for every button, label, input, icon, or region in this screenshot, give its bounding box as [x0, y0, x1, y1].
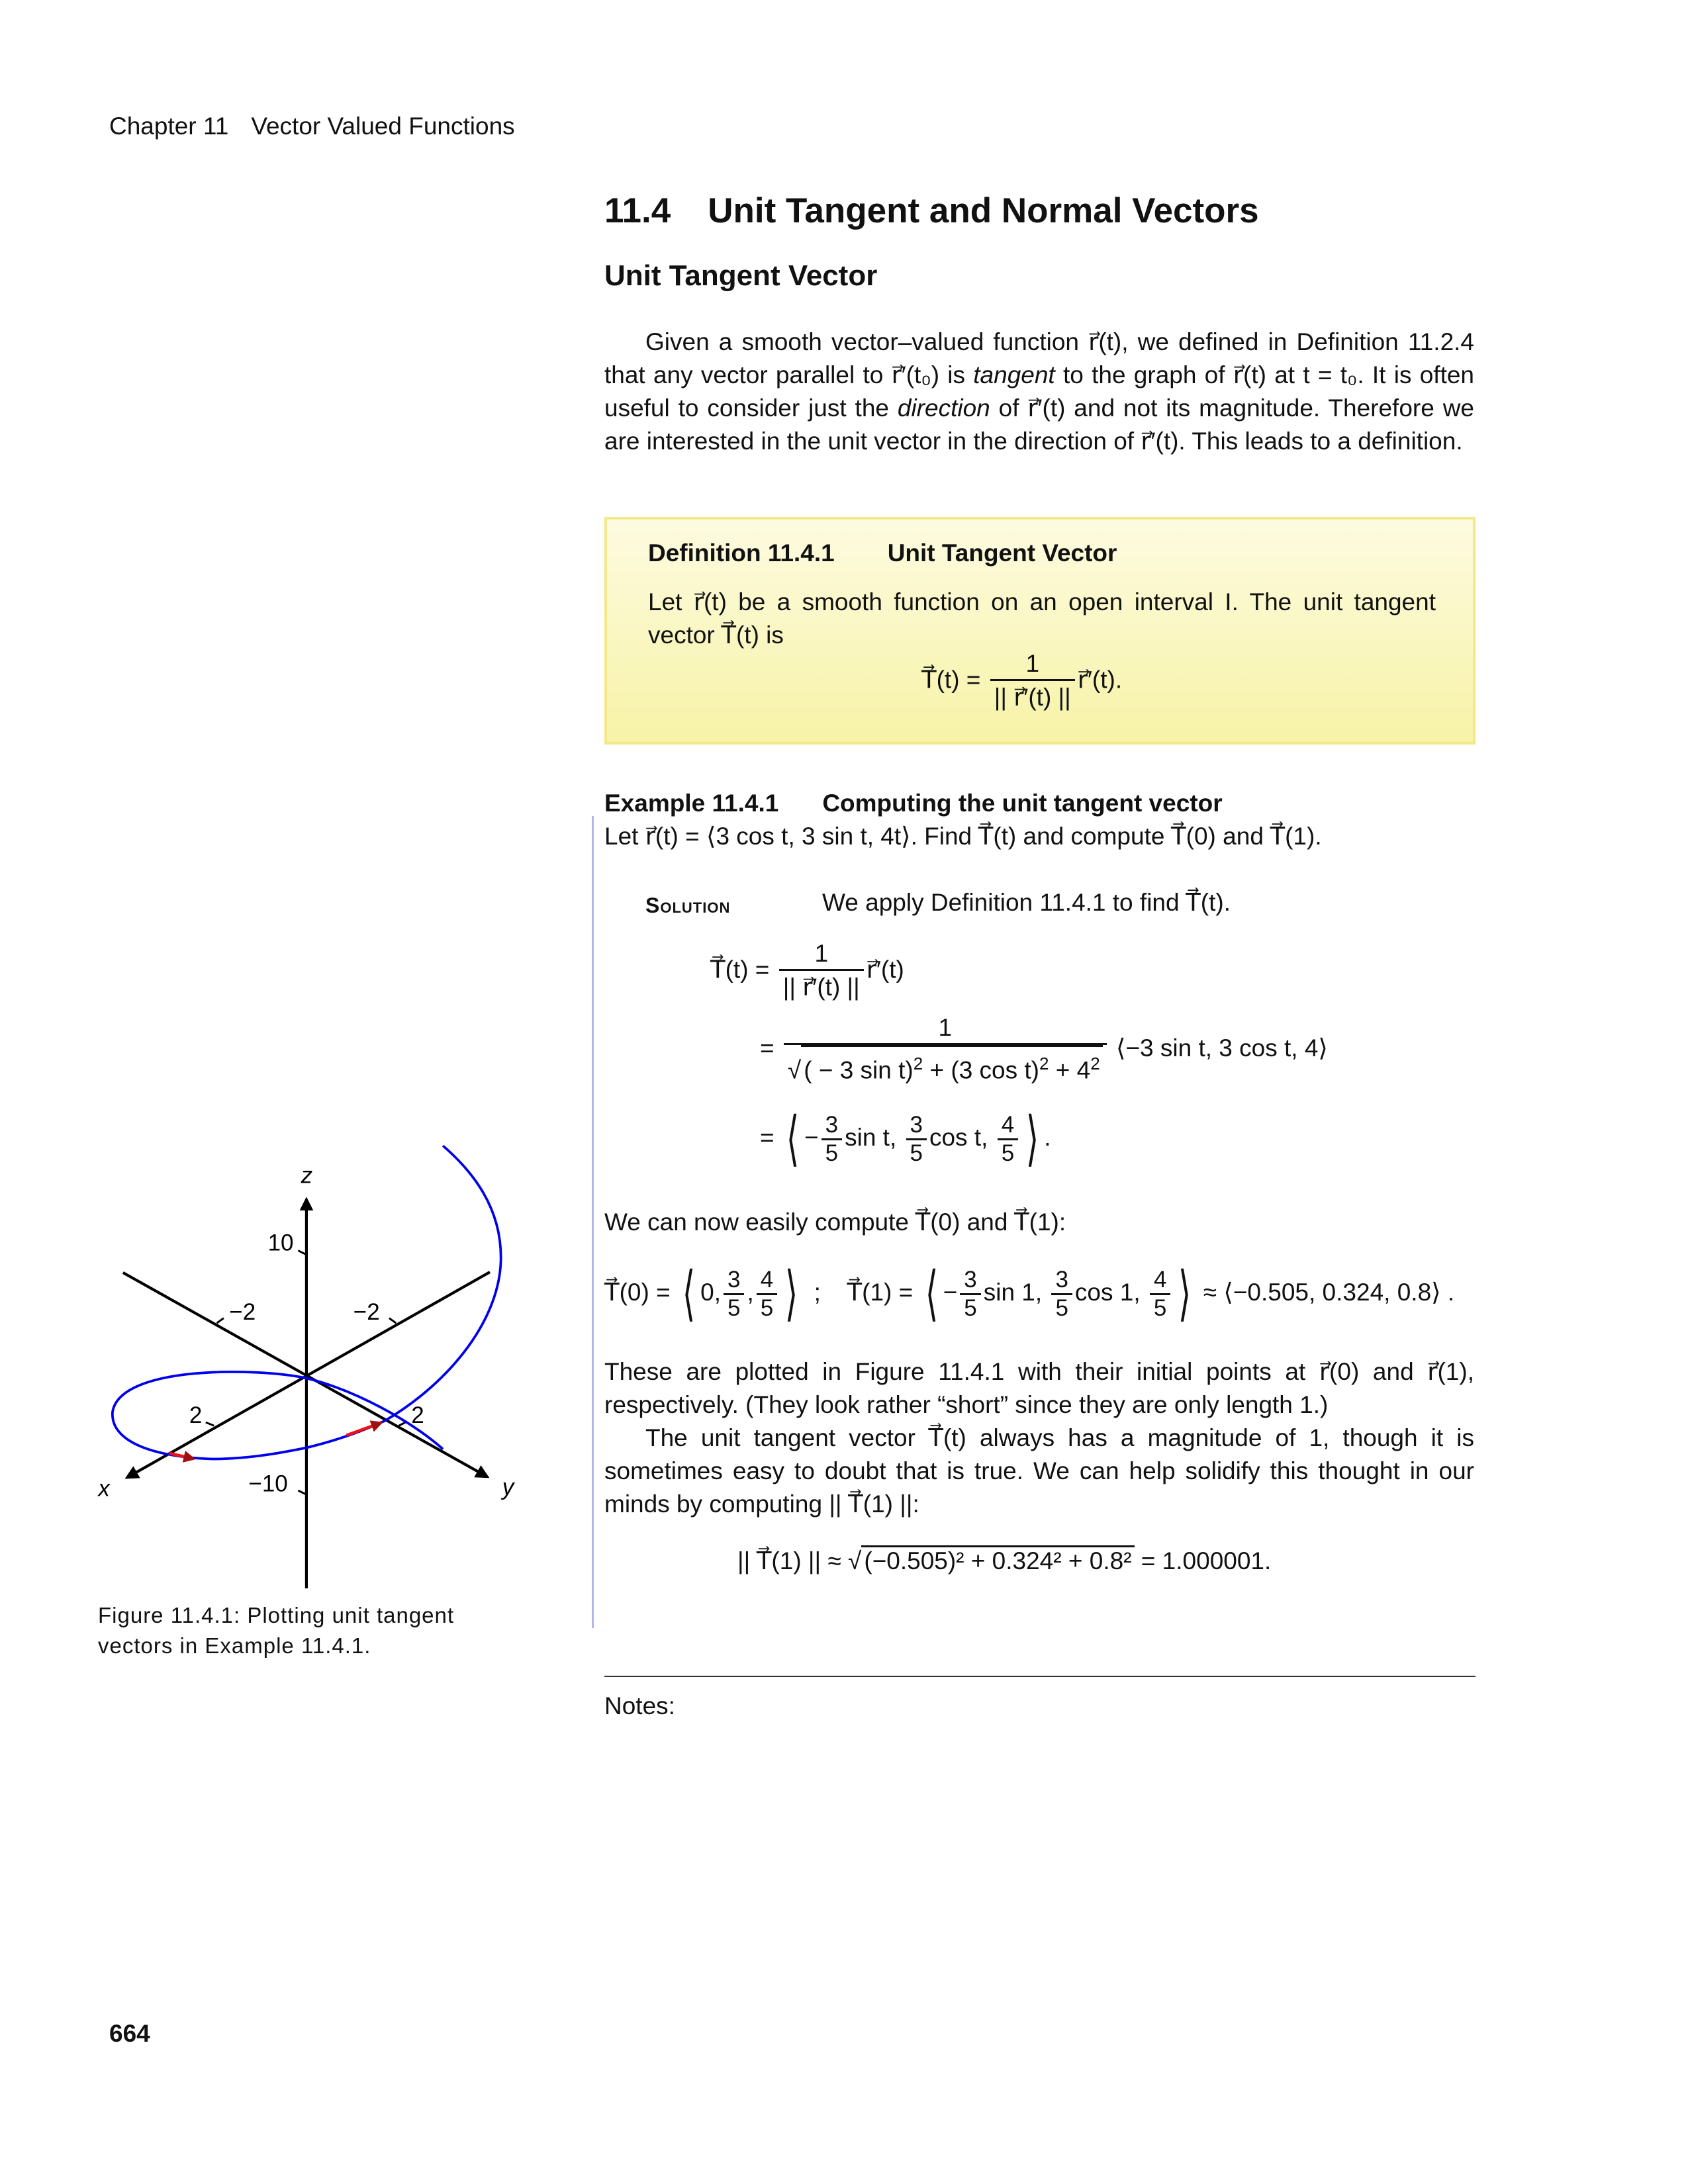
final-lhs: || T⃗(1) || ≈	[737, 1547, 841, 1574]
minus: −	[943, 1278, 958, 1306]
denominator: 5	[821, 1138, 842, 1167]
t-values-line: T⃗(0) = ⟨ 0, $\frac{3}{5}$ , $\frac{4}{5}$ ⟩ ; T⃗(1) = ⟨ − $\frac{3}{5}$ sin 1, $\frac{3}{5}$ cos 1, $\frac{4}{5}$ ⟩ ≈ ⟨−0.505, 0.324, 0.8⟩ .	[604, 1261, 1455, 1327]
solution-label: Solution	[645, 893, 731, 917]
fraction	[784, 1013, 1107, 1087]
fraction	[998, 1112, 1018, 1167]
z-axis-label: z	[301, 1162, 313, 1189]
eq-lhs: T⃗(t) =	[710, 956, 770, 983]
plotted-paragraph: These are plotted in Figure 11.4.1 with their initial points at r⃗(0) and r⃗(1), respectively. (They look rather “short” since they are only length 1.)	[604, 1358, 1474, 1418]
denominator: 5	[1150, 1293, 1170, 1322]
denominator: 5	[960, 1293, 980, 1322]
example-title: Computing the unit tangent vector	[822, 790, 1223, 817]
fraction	[779, 938, 864, 1004]
numerator: 3	[910, 1111, 923, 1138]
t0-lhs: T⃗(0) =	[604, 1278, 671, 1306]
definition-formula	[921, 649, 1122, 714]
term: cos 1,	[1074, 1278, 1141, 1306]
numerator: 3	[1055, 1266, 1068, 1293]
fraction	[960, 1267, 980, 1322]
intro-text: Given a smooth vector–valued function r⃗(t), we defined in Definition 11.2.4 that any vector parallel to r⃗′(t₀) is	[604, 328, 1474, 388]
definition-heading	[648, 539, 1117, 567]
right-angle: ⟩	[785, 1261, 798, 1327]
term: cos t,	[929, 1123, 988, 1151]
eq-rhs: r⃗′(t)	[866, 956, 904, 983]
definition-label: Definition 11.4.1	[648, 539, 835, 567]
chapter-number: Chapter 11	[109, 113, 229, 140]
t1-lhs: T⃗(1) =	[847, 1278, 914, 1306]
emph-direction: direction	[897, 394, 990, 422]
x-axis-label: x	[98, 1475, 110, 1502]
exp: 2	[1090, 1054, 1100, 1073]
denominator: 5	[724, 1293, 744, 1322]
figure-caption: Figure 11.4.1: Plotting unit tangent vectors in Example 11.4.1.	[98, 1603, 455, 1658]
intro-text: of r⃗′(t) and not its magnitude. Therefore we are interested in the unit vector in the direction of r⃗′(t). This leads to a definition.	[604, 394, 1474, 455]
separator: ;	[814, 1278, 821, 1306]
example-label: Example 11.4.1	[604, 790, 779, 817]
tick-label-z-neg10: −10	[248, 1471, 288, 1497]
term: ( − 3 sin t)	[804, 1056, 914, 1084]
denominator: 5	[757, 1293, 777, 1322]
numerator: 3	[964, 1266, 977, 1293]
equals: =	[760, 1123, 774, 1151]
section-title	[604, 191, 1259, 231]
denominator: 5	[906, 1138, 927, 1167]
solution-intro: We apply Definition 11.4.1 to find T⃗(t).	[822, 889, 1231, 916]
example-heading	[604, 790, 1223, 817]
right-angle: ⟩	[1178, 1261, 1192, 1327]
tick-label-x-neg2: −2	[353, 1298, 380, 1325]
right-angle: ⟩	[1026, 1106, 1039, 1172]
formula-rhs: r⃗′(t).	[1077, 666, 1123, 694]
period: .	[1044, 1123, 1051, 1151]
fraction	[1150, 1267, 1170, 1322]
example-statement: Let r⃗(t) = ⟨3 cos t, 3 sin t, 4t⟩. Find T⃗(t) and compute T⃗(0) and T⃗(1).	[604, 823, 1322, 850]
exp: 2	[913, 1054, 923, 1073]
chapter-title: Vector Valued Functions	[251, 113, 515, 140]
minus: −	[804, 1123, 819, 1151]
radicand: (−0.505)² + 0.324² + 0.8²	[861, 1545, 1134, 1575]
compute-text: We can now easily compute T⃗(0) and T⃗(1):	[604, 1208, 1066, 1236]
page-number: 664	[109, 2020, 150, 2047]
denominator: || r⃗′(t) ||	[990, 679, 1075, 714]
tangent-vector-t1	[346, 1423, 381, 1435]
term: 0,	[700, 1278, 721, 1306]
notes-divider	[604, 1676, 1476, 1677]
running-header	[109, 113, 515, 140]
eq-rhs: ⟨−3 sin t, 3 cos t, 4⟩	[1115, 1034, 1328, 1062]
numerator: 3	[825, 1111, 839, 1138]
equation-2	[760, 1013, 1328, 1087]
fraction	[906, 1112, 927, 1167]
equation-1	[710, 938, 904, 1004]
formula-lhs: T⃗(t) =	[921, 666, 981, 694]
helix-figure	[93, 1125, 523, 1588]
fraction	[990, 649, 1075, 714]
fraction	[757, 1267, 777, 1322]
fraction	[724, 1267, 744, 1322]
term: + (3 cos t)	[923, 1056, 1040, 1084]
tick-label-y-neg2: −2	[229, 1298, 256, 1325]
left-angle: ⟨	[786, 1106, 800, 1172]
numerator: 1	[1025, 650, 1040, 677]
sqrt-denominator: √ ( − 3 sin t)$^2$ + (3 $\cos t)^2 + 4^2$	[784, 1043, 1107, 1087]
intro-text: to the graph of r⃗(t) at t = t₀. It is often useful to consider just the	[604, 361, 1474, 422]
fraction	[821, 1112, 842, 1167]
magnitude-paragraph: The unit tangent vector T⃗(t) always has a magnitude of 1, though it is sometimes easy to doubt that is true. We can help solidify this thought in our minds by computing || T⃗(1) ||:	[604, 1424, 1474, 1518]
definition-text: Let r⃗(t) be a smooth function on an open interval I. The unit tangent vector T⃗(t) is	[648, 588, 1436, 649]
fraction	[1051, 1267, 1072, 1322]
term: sin t,	[845, 1123, 897, 1151]
exp: 2	[1039, 1054, 1049, 1073]
example-margin-line	[592, 816, 594, 1628]
y-axis-label: y	[502, 1474, 514, 1500]
equals: =	[760, 1034, 774, 1062]
numerator: 4	[760, 1266, 774, 1293]
intro-paragraph	[604, 326, 1474, 458]
section-name: Unit Tangent and Normal Vectors	[708, 191, 1259, 230]
section-number: 11.4	[604, 191, 671, 230]
tick-label-x-2: 2	[189, 1402, 203, 1428]
numerator: 3	[727, 1266, 741, 1293]
definition-box	[604, 517, 1476, 745]
final-rhs: = 1.000001.	[1141, 1547, 1272, 1574]
left-angle: ⟨	[682, 1261, 696, 1327]
notes-label: Notes:	[604, 1692, 675, 1719]
term: + 4	[1049, 1056, 1091, 1084]
numerator: 1	[938, 1014, 953, 1041]
definition-title: Unit Tangent Vector	[887, 539, 1117, 567]
t1-approx: ≈ ⟨−0.505, 0.324, 0.8⟩ .	[1203, 1278, 1455, 1306]
equation-3	[760, 1106, 1051, 1172]
denominator: 5	[1051, 1293, 1072, 1322]
denominator: || r⃗′(t) ||	[779, 969, 864, 1004]
tick-label-z-10: 10	[267, 1230, 294, 1256]
denominator: 5	[998, 1138, 1018, 1167]
final-equation: || T⃗(1) || ≈ √ (−0.505)² + 0.324² + 0.8² = 1.000001.	[737, 1545, 1271, 1575]
tick-label-y-2: 2	[411, 1402, 424, 1428]
numerator: 1	[814, 940, 829, 967]
emph-tangent: tangent	[973, 361, 1055, 388]
numerator: 4	[1001, 1111, 1015, 1138]
subsection-title: Unit Tangent Vector	[604, 259, 878, 292]
term: sin 1,	[983, 1278, 1043, 1306]
left-angle: ⟨	[925, 1261, 938, 1327]
numerator: 4	[1153, 1266, 1167, 1293]
